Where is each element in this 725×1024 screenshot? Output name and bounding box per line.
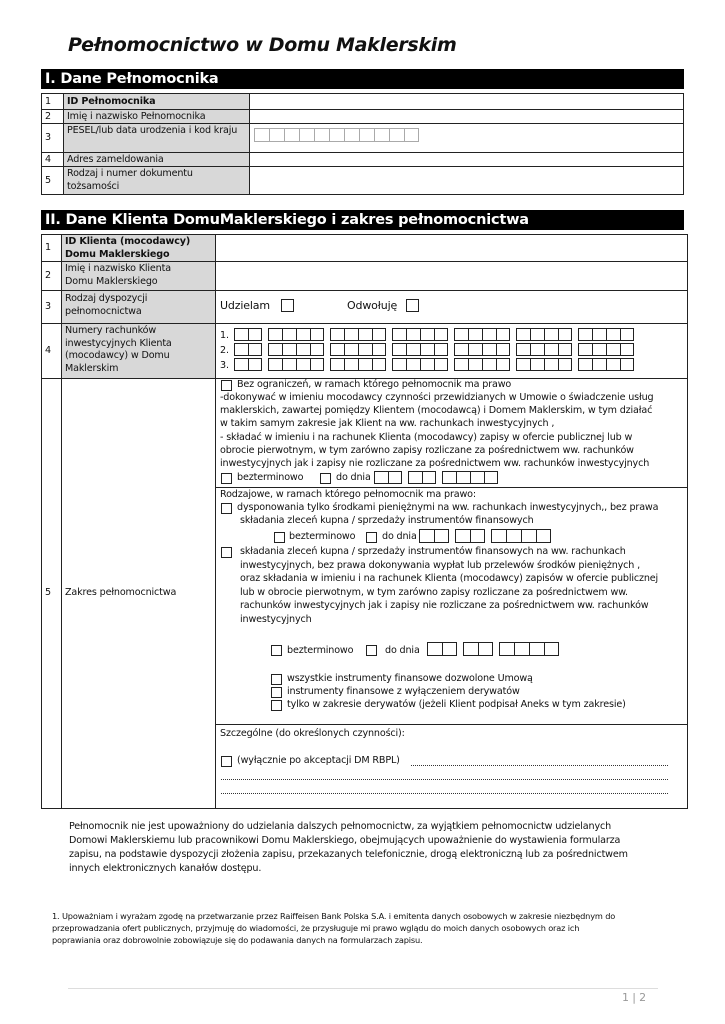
digit-box-group[interactable] [408,471,436,484]
generic-opt2-line2: inwestycyjnych, bez prawa dokonywania wypłat lub przelewów środków pieniężnych , [240,560,641,571]
generic-opt2-until-checkbox[interactable] [366,645,377,656]
digit-box-group[interactable] [234,328,262,341]
s1-row2-label: Imię i nazwisko Pełnomocnika [67,111,206,122]
digit-box-group[interactable] [455,529,485,543]
digit-box-group[interactable] [392,328,448,341]
footer-divider [68,988,658,989]
digit-box-group[interactable] [419,529,449,543]
account-line-2-label: 2. [220,345,229,356]
grant-label: Udzielam [220,299,270,312]
digit-box-group[interactable] [392,358,448,371]
digit-box-group[interactable] [491,529,551,543]
digit-box-group[interactable] [578,343,634,356]
unlimited-body-4: - składać w imieniu i na rachunek Klienta (mocodawcy) zapisy w ofercie publicznej lub w [220,432,633,443]
digit-box-group[interactable] [463,642,493,656]
digit-box-group[interactable] [516,328,572,341]
unlimited-body-3: w takim samym zakresie jak Klient na ww. rachunkach inwestycyjnych , [220,418,555,429]
s2-client-name-input[interactable] [216,262,687,290]
s2-row5-num: 5 [45,587,51,598]
digit-box-group[interactable] [578,358,634,371]
digit-box-group[interactable] [427,642,457,656]
s2-row1-num: 1 [45,242,51,253]
digit-box-group[interactable] [454,358,510,371]
consent-line-3: poprawiania oraz dobrowolnie zobowiązuje się do podawania danych na formularzach zapisu. [52,935,423,945]
instruments-derivatives-label: tylko w zakresie derywatów (jeżeli Klient podpisał Aneks w tym zakresie) [287,699,626,710]
s2-row4-num: 4 [45,345,51,356]
digit-box-group[interactable] [516,343,572,356]
unlimited-checkbox[interactable] [221,380,232,391]
account-line-1-label: 1. [220,330,229,341]
instruments-all-label: wszystkie instrumenty finansowe dozwolone Umową [287,673,533,684]
s2-row3-num: 3 [45,301,51,312]
account-line-3-label: 3. [220,360,229,371]
notice-line-1: Pełnomocnik nie jest upoważniony do udzielania dalszych pełnomocnictw, za wyjątkiem pełnomocnictw udzielanych [69,821,612,832]
specific-checkbox[interactable] [221,756,232,767]
generic-opt2-line1: składania zleceń kupna / sprzedaży instrumentów finansowych na ww. rachunkach [240,546,626,557]
digit-box-group[interactable] [330,328,386,341]
digit-box-group[interactable] [454,343,510,356]
page-number: 1 | 2 [622,991,646,1004]
instruments-derivatives-checkbox[interactable] [271,700,282,711]
s1-document-input[interactable] [250,167,683,194]
generic-opt1-indefinite-label: bezterminowo [289,531,356,542]
s1-row3-label: PESEL/lub data urodzenia i kod kraju [67,125,238,136]
unlimited-body-2: maklerskich, zawartej pomiędzy Klientem (mocodawcą) i Domem Maklerskim, w tym działać [220,405,653,416]
digit-box-group[interactable] [454,328,510,341]
digit-box-group[interactable] [442,471,498,484]
grant-checkbox[interactable] [281,299,294,312]
generic-opt1-line2: składania zleceń kupna / sprzedaży instrumentów finansowych [240,515,534,526]
generic-opt1-until-checkbox[interactable] [366,532,377,543]
generic-opt2-line4: lub w obrocie pierwotnym, w tym zarówno zapisy rozliczane za pośrednictwem ww. [240,587,628,598]
s1-row1-num: 1 [45,96,51,107]
s1-row2-num: 2 [45,111,51,122]
digit-box-group[interactable] [499,642,559,656]
s1-row4-num: 4 [45,154,51,165]
s1-address-input[interactable] [250,153,683,166]
unlimited-indefinite-checkbox[interactable] [221,473,232,484]
s2-row2-label: Imię i nazwisko Klienta Domu Maklerskiego [65,263,171,287]
s2-row2-num: 2 [45,270,51,281]
specific-line-2[interactable] [221,779,668,780]
s1-row3-num: 3 [45,132,51,143]
generic-opt2-line6: inwestycyjnych [240,614,312,625]
s2-row4-label: Numery rachunków inwestycyjnych Klienta (mocodawcy) w Domu Maklerskim [65,325,172,374]
unlimited-body-5: obrocie pierwotnym, w tym zarówno zapisy rozliczane za pośrednictwem ww. rachunków [220,445,634,456]
unlimited-until-label: do dnia [336,472,371,483]
digit-box-group[interactable] [268,328,324,341]
digit-box-group[interactable] [330,358,386,371]
generic-opt1-checkbox[interactable] [221,503,232,514]
unlimited-until-checkbox[interactable] [320,473,331,484]
instruments-no-derivatives-checkbox[interactable] [271,687,282,698]
s1-row1-label: ID Pełnomocnika [67,96,156,107]
s2-client-id-input[interactable] [216,235,687,261]
specific-option-label: (wyłącznie po akceptacji DM RBPL) [237,755,400,766]
generic-heading: Rodzajowe, w ramach którego pełnomocnik ma prawo: [220,489,476,500]
specific-heading: Szczególne (do określonych czynności): [220,728,405,739]
digit-box-group[interactable] [268,358,324,371]
s1-id-input[interactable] [250,94,683,109]
unlimited-body-6: inwestycyjnych jak i zapisy nie rozliczane za pośrednictwem ww. rachunków inwestycyjnych [220,458,650,469]
generic-opt2-indefinite-label: bezterminowo [287,645,354,656]
instruments-no-derivatives-label: instrumenty finansowe z wyłączeniem derywatów [287,686,520,697]
specific-line-1[interactable] [411,765,668,766]
digit-box-group[interactable] [234,358,262,371]
s2-row1-label: ID Klienta (mocodawcy) Domu Maklerskiego [65,236,191,260]
generic-opt1-indefinite-checkbox[interactable] [274,532,285,543]
generic-opt1-line1: dysponowania tylko środkami pieniężnymi na ww. rachunkach inwestycyjnych,, bez prawa [237,502,659,513]
digit-box-group[interactable] [578,328,634,341]
digit-box-group[interactable] [374,471,402,484]
s2-row5-label: Zakres pełnomocnictwa [65,587,177,598]
section-1-header: I. Dane Pełnomocnika [41,69,684,89]
generic-opt2-line3: oraz składania w imieniu i na rachunek Klienta (mocodawcy) zapisów w ofercie publicznej [240,573,659,584]
specific-line-3[interactable] [221,793,668,794]
digit-box-group[interactable] [516,358,572,371]
section-2-header: II. Dane Klienta DomuMaklerskiego i zakres pełnomocnictwa [41,210,684,230]
notice-line-4: innych elektronicznych kanałów dostępu. [69,863,262,874]
s2-row3-label: Rodzaj dyspozycji pełnomocnictwa [65,293,148,317]
revoke-checkbox[interactable] [406,299,419,312]
consent-line-1: 1. Upoważniam i wyrażam zgodę na przetwarzanie przez Raiffeisen Bank Polska S.A. i emitenta danych osobowych w zakresie niezbędnym do [52,911,616,921]
unlimited-heading: Bez ograniczeń, w ramach którego pełnomocnik ma prawo [237,379,512,390]
s1-name-input[interactable] [250,110,683,123]
digit-box-group[interactable] [392,343,448,356]
s1-row5-label: Rodzaj i numer dokumentu tożsamości [67,168,193,192]
digit-box-group[interactable] [268,343,324,356]
s1-row4-label: Adres zameldowania [67,154,164,165]
generic-opt2-checkbox[interactable] [221,547,232,558]
digit-box-group[interactable] [330,343,386,356]
digit-box-group[interactable] [254,128,419,142]
unlimited-body-1: -dokonywać w imieniu mocodawcy czynności przewidzianych w Umowie o świadczenie usług [220,392,654,403]
generic-opt2-indefinite-checkbox[interactable] [271,645,282,656]
notice-line-3: zapisu, na podstawie dyspozycji złożenia zapisu, przekazanych telefonicznie, drogą elektroniczną lub za pośrednictwem [69,849,628,860]
digit-box-group[interactable] [234,343,262,356]
revoke-label: Odwołuję [347,299,398,312]
generic-opt1-until-label: do dnia [382,531,417,542]
generic-opt2-until-label: do dnia [385,645,420,656]
consent-line-2: przeprowadzania ofert publicznych, przyjmuję do wiadomości, że przysługuje mi prawo wglądu do moich danych osobowych oraz ich [52,923,580,933]
notice-line-2: Domowi Maklerskiemu lub pracownikowi Domu Maklerskiego, obejmujących upoważnienie do wystawienia formularza [69,835,621,846]
s1-row5-num: 5 [45,175,51,186]
instruments-all-checkbox[interactable] [271,674,282,685]
generic-opt2-line5: rachunków inwestycyjnych jak i zapisy nie rozliczane za pośrednictwem ww. rachunków [240,600,649,611]
unlimited-indefinite-label: bezterminowo [237,472,304,483]
page-title: Pełnomocnictwo w Domu Maklerskim [68,34,457,56]
